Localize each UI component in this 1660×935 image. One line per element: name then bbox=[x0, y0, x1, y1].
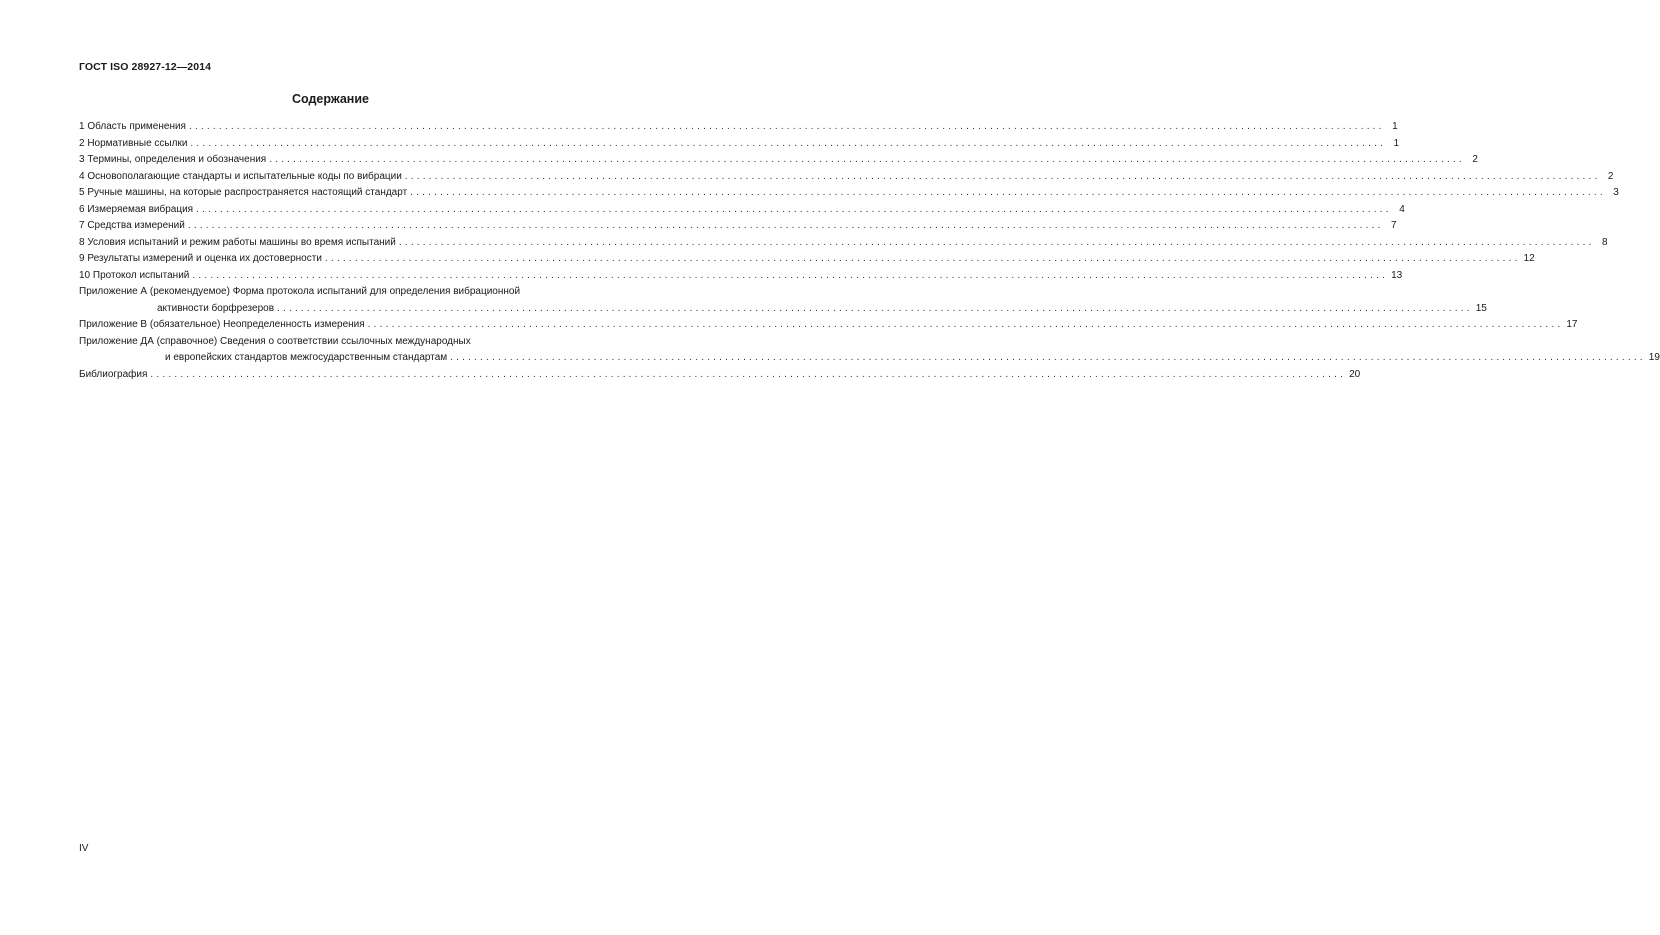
toc-entry[interactable] bbox=[79, 152, 1478, 169]
toc-entry-text: Приложение В (обязательное) Неопределенность измерения bbox=[79, 319, 365, 330]
toc-appendix-da-line1: Приложение ДА (справочное) Сведения о соответствии ссылочных международных bbox=[79, 335, 471, 347]
toc-entry[interactable] bbox=[79, 235, 1608, 252]
toc-appendix-b[interactable] bbox=[79, 317, 1578, 334]
toc-page-number: 8 bbox=[1601, 236, 1608, 248]
toc-entry[interactable] bbox=[79, 169, 1614, 186]
toc-page-number: 17 bbox=[1566, 319, 1578, 330]
toc-appendix-a-line1: Приложение А (рекомендуемое) Форма протокола испытаний для определения вибрационной bbox=[79, 286, 521, 297]
toc-page-number: 4 bbox=[1399, 203, 1405, 215]
toc-entry-text: 5 Ручные машины, на которые распространяется настоящий стандарт bbox=[79, 187, 408, 198]
toc-page-number: 13 bbox=[1391, 269, 1403, 281]
toc-entry[interactable] bbox=[79, 251, 1535, 268]
toc-leader: ........................................................................................................................................................................................................ bbox=[450, 352, 1646, 363]
toc-leader: ........................................................................................................................................................................................................ bbox=[404, 170, 1601, 182]
toc-appendix-a-line2: активности борфрезеров bbox=[157, 302, 275, 314]
toc-entry-text: 8 Условия испытаний и режим работы машины во время испытаний bbox=[79, 236, 396, 248]
toc-entry-text: 1 Область применения bbox=[79, 121, 186, 132]
toc-leader: ........................................................................................................................................................................................................ bbox=[410, 187, 1606, 198]
toc-entry[interactable] bbox=[79, 218, 1397, 235]
toc-entry-text: 7 Средства измерений bbox=[79, 220, 185, 231]
toc-appendix-a[interactable] bbox=[79, 284, 1487, 317]
toc-appendix-da[interactable] bbox=[79, 334, 1660, 367]
table-of-contents bbox=[79, 119, 1660, 383]
toc-leader: ........................................................................................................................................................................................................ bbox=[277, 302, 1473, 314]
toc-leader: ........................................................................................................................................................................................................ bbox=[188, 121, 1385, 132]
toc-entry[interactable] bbox=[79, 202, 1405, 219]
toc-page-number: 20 bbox=[1349, 368, 1361, 380]
toc-page-number: 2 bbox=[1472, 154, 1478, 165]
toc-leader: ........................................................................................................................................................................................................ bbox=[150, 368, 1347, 380]
toc-entry-text: 10 Протокол испытаний bbox=[79, 269, 190, 281]
toc-entry[interactable] bbox=[79, 119, 1398, 136]
toc-page-number: 7 bbox=[1390, 220, 1397, 231]
toc-entry[interactable] bbox=[79, 185, 1619, 202]
toc-leader: ........................................................................................................................................................................................................ bbox=[398, 236, 1595, 248]
toc-page-number: 3 bbox=[1613, 187, 1619, 198]
toc-leader: ........................................................................................................................................................................................................ bbox=[269, 154, 1465, 165]
toc-page-number: 2 bbox=[1607, 170, 1614, 182]
toc-leader: ........................................................................................................................................................................................................ bbox=[192, 269, 1389, 281]
toc-leader: ........................................................................................................................................................................................................ bbox=[187, 220, 1384, 231]
toc-leader: ........................................................................................................................................................................................................ bbox=[190, 137, 1387, 149]
toc-bibliography[interactable] bbox=[79, 367, 1361, 384]
page-number-footer: IV bbox=[79, 843, 89, 854]
toc-entry-text: Библиография bbox=[79, 368, 148, 380]
toc-entry[interactable] bbox=[79, 268, 1403, 285]
toc-leader: ........................................................................................................................................................................................................ bbox=[196, 203, 1392, 215]
toc-leader: ........................................................................................................................................................................................................ bbox=[367, 319, 1564, 330]
toc-page-number: 15 bbox=[1475, 302, 1487, 314]
toc-entry-text: 6 Измеряемая вибрация bbox=[79, 203, 194, 215]
toc-entry-text: 2 Нормативные ссылки bbox=[79, 137, 188, 149]
toc-entry-text: 4 Основополагающие стандарты и испытательные коды по вибрации bbox=[79, 170, 402, 182]
toc-page-number: 19 bbox=[1648, 352, 1660, 363]
toc-page-number: 12 bbox=[1523, 253, 1535, 264]
toc-appendix-da-line2: и европейских стандартов межгосударственным стандартам bbox=[165, 352, 448, 363]
document-id: ГОСТ ISO 28927-12—2014 bbox=[79, 61, 212, 73]
toc-entry-text: 3 Термины, определения и обозначения bbox=[79, 154, 267, 165]
toc-entry[interactable] bbox=[79, 136, 1400, 153]
page-title: Содержание bbox=[291, 92, 369, 106]
toc-page-number: 1 bbox=[1393, 137, 1400, 149]
toc-page-number: 1 bbox=[1392, 121, 1398, 132]
toc-entry-text: 9 Результаты измерений и оценка их достоверности bbox=[79, 253, 322, 264]
toc-leader: ........................................................................................................................................................................................................ bbox=[324, 253, 1521, 264]
